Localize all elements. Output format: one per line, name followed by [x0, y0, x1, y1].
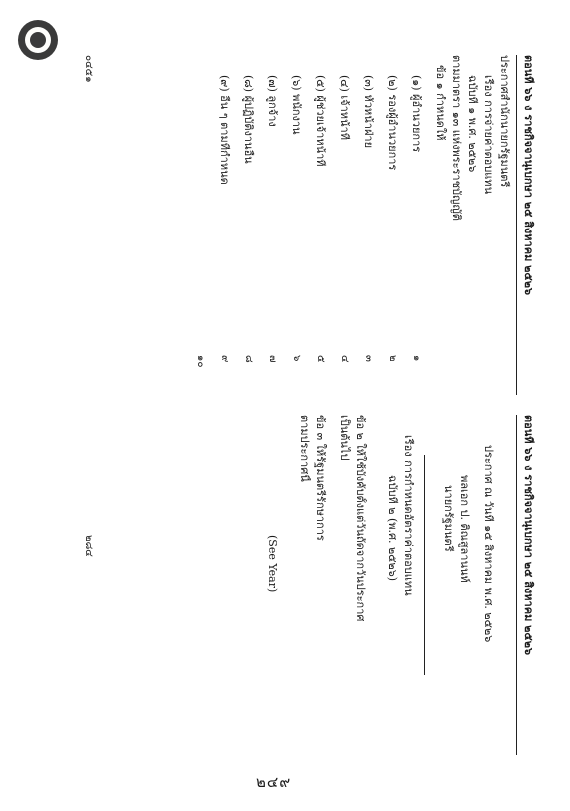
- left-line-8: (๓) หัวหน้าฝ่าย: [362, 75, 375, 149]
- left-line-13: (๘) ผู้ปฏิบัติงานอื่น: [242, 75, 255, 164]
- left-line-1: ประกาศสำนักนายกรัฐมนตรี: [498, 55, 511, 188]
- left-line-6: (๑) ผู้อำนวยการ: [410, 75, 423, 153]
- running-header: ๒๘๔: [83, 535, 94, 557]
- margin-value-2: ๒: [387, 355, 398, 362]
- left-title-line: ตอนที่ ๖๖ ง ราชกิจจานุเบกษา ๒๕ สิงหาคม ๒๕๒๖: [522, 55, 535, 295]
- left-line-7: (๒) รองผู้อำนวยการ: [386, 75, 399, 171]
- left-line-5: ข้อ ๑ กำหนดให้: [434, 65, 447, 141]
- left-line-3: ฉบับที่ ๑ พ.ศ. ๒๕๒๖: [466, 75, 479, 173]
- left-line-12: (๗) ลูกจ้าง: [266, 75, 279, 127]
- left-line-11: (๖) พนักงาน: [290, 75, 303, 135]
- right-line-7: ข้อ ๓ ให้รัฐมนตรีรักษาการ: [314, 415, 327, 541]
- margin-value-1: ๑: [411, 355, 422, 362]
- right-divider-rule: [424, 455, 425, 675]
- margin-value-5: ๕: [315, 355, 326, 363]
- margin-value-8: ๘: [243, 355, 254, 363]
- left-line-14: (๙) อื่น ๆ ตามที่กำหนด: [218, 75, 231, 185]
- left-line-9: (๔) เจ้าหน้าที่: [338, 75, 351, 140]
- right-line-8: ตามประกาศนี้: [298, 415, 311, 482]
- top-heading: ๐๔๕๑: [83, 55, 94, 83]
- emblem-seal-icon: [16, 18, 60, 62]
- margin-value-9: ๙: [219, 355, 230, 363]
- margin-value-10: ๑๐: [195, 355, 206, 368]
- right-line-3: เรื่อง การกำหนดอัตราค่าตอบแทน: [402, 435, 415, 596]
- right-column: [75, 415, 535, 755]
- right-line-0: ประกาศ ณ วันที่ ๑๕ สิงหาคม พ.ศ. ๒๕๒๖: [482, 445, 495, 643]
- right-line-5: ข้อ ๒ ให้ใช้บังคับตั้งแต่วันถัดจากวันประกาศ: [354, 415, 367, 622]
- right-line-9: (See Year): [266, 535, 279, 593]
- right-line-1: พลเอก ป. ติณสูลานนท์: [458, 475, 471, 583]
- right-line-2: นายกรัฐมนตรี: [442, 485, 455, 552]
- rotated-text-body: [75, 55, 535, 755]
- left-line-4: ตามมาตรา ๑๓ แห่งพระราชบัญญัติ: [450, 55, 463, 221]
- margin-value-4: ๔: [339, 355, 350, 363]
- right-line-4: ฉบับที่ ๒ (พ.ศ. ๒๕๒๖): [386, 475, 399, 582]
- left-header-rule: [516, 55, 517, 395]
- right-line-6: เป็นต้นไป: [338, 415, 351, 461]
- left-line-10: (๕) ผู้ช่วยเจ้าหน้าที่: [314, 75, 327, 167]
- margin-value-6: ๖: [291, 355, 302, 362]
- page-number: ๒๔๙: [256, 773, 292, 791]
- right-header-rule: [516, 415, 517, 755]
- left-line-2: เรื่อง การจ่ายค่าตอบแทน: [482, 75, 495, 195]
- right-title-line: ตอนที่ ๖๖ ง ราชกิจจานุเบกษา ๒๕ สิงหาคม ๒๕๒๖: [522, 415, 535, 655]
- left-column: [75, 55, 535, 395]
- margin-value-3: ๓: [363, 355, 374, 362]
- margin-value-7: ๗: [267, 355, 278, 363]
